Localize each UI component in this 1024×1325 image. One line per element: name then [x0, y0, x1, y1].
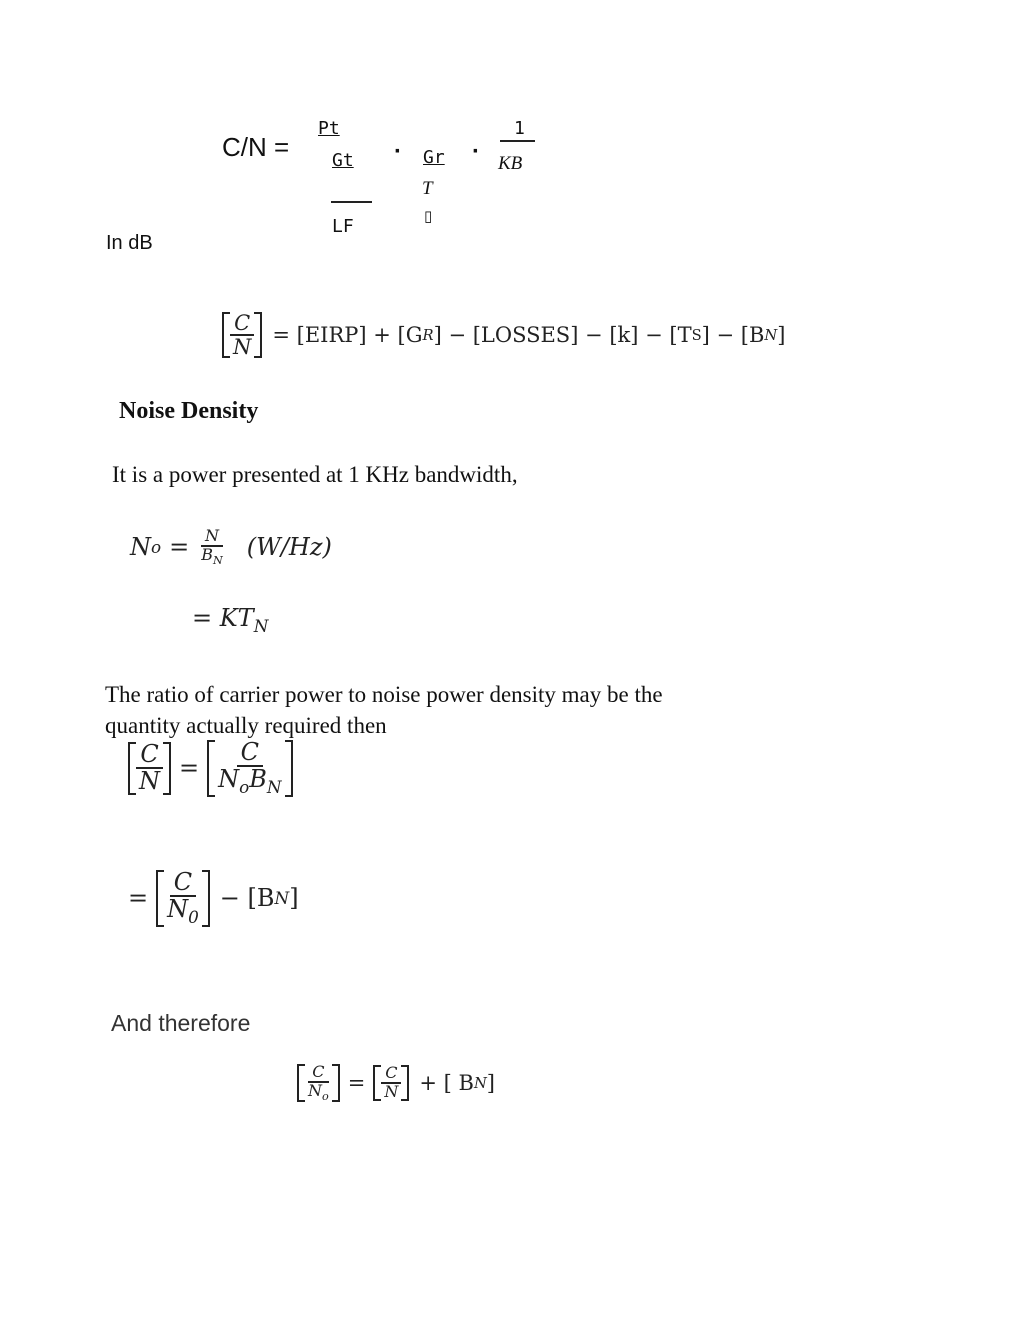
cn-bracket: $\frac{C}{N}$: [222, 312, 262, 358]
ratio-equation-2: = $\frac{C}{N_0}$ − [B N ]: [128, 868, 299, 928]
final-equation: $\frac{C}{N_o}$ = $\frac{C}{N}$ + [ B N ]: [297, 1064, 495, 1102]
cn-missing-glyph: ▯: [424, 208, 433, 225]
cn-one: 1: [514, 118, 525, 139]
cn-gt: Gt: [332, 150, 354, 171]
cn-lhs: C/N =: [222, 132, 290, 162]
section-heading: Noise Density: [119, 398, 259, 424]
cn-lf: LF: [332, 216, 354, 237]
cn-pt: Pt: [318, 118, 340, 139]
cn-kb: KB: [498, 153, 523, 174]
ratio-equation: $\frac{C}{N}$ = $\frac{C}{N_oB_N}$: [128, 740, 293, 797]
cn-t: T: [422, 178, 433, 199]
cn-dot-1: ·: [394, 138, 402, 165]
cn-one-bar: [500, 140, 535, 142]
in-db-label: In dB: [106, 232, 153, 254]
and-therefore-text: And therefore: [111, 1010, 251, 1036]
cn-fraction-bar: [331, 201, 372, 203]
paragraph-bandwidth: It is a power presented at 1 KHz bandwidth,: [112, 462, 518, 487]
cn-db-equation: $\frac{C}{N}$ = [EIRP] + [G R ] − [LOSSES] − [k] − [T S ] − [B N ]: [222, 312, 785, 358]
cn-gr: Gr: [423, 147, 445, 168]
paragraph-ratio: The ratio of carrier power to noise power density may be the quantity actually required then: [105, 682, 663, 738]
cn-dot-2: ·: [472, 138, 480, 165]
noise-density-equation: N o = $\frac{N}{B_N}$ (W/Hz): [130, 526, 332, 567]
noise-density-equation-line2: = $KT_N$: [192, 604, 269, 636]
